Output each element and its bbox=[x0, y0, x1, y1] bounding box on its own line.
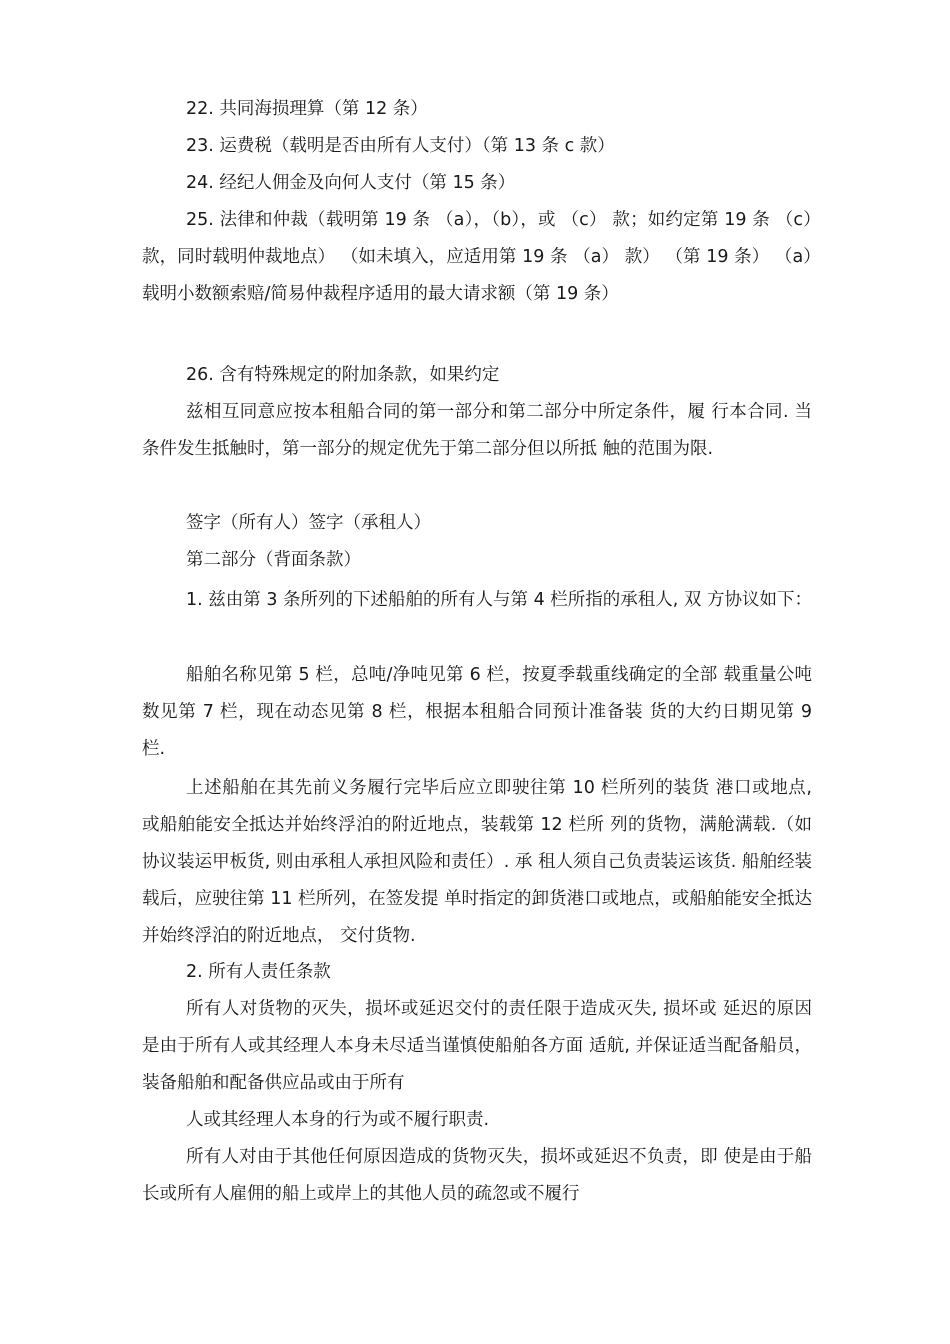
clause-24: 24. 经纪人佣金及向何人支付（第 15 条） bbox=[186, 173, 516, 193]
clause-22: 22. 共同海损理算（第 12 条） bbox=[186, 99, 428, 119]
clause-23: 23. 运费税（载明是否由所有人支付）（第 13 条 c 款） bbox=[186, 136, 615, 156]
signature-line: 签字（所有人）签字（承租人） bbox=[186, 513, 431, 533]
owner-liability-continuation: 人或其经理人本身的行为或不履行职责. bbox=[186, 1110, 490, 1130]
clause-26: 26. 含有特殊规定的附加条款，如果约定 bbox=[186, 365, 500, 385]
vessel-description-paragraph: 船舶名称见第 5 栏，总吨/净吨见第 6 栏，按夏季载重线确定的全部 载重量公吨数见第 7 栏，现在动态见第 8 栏，根据本租船合同预计准备装 货的大约日期见第 9 栏. bbox=[142, 665, 812, 759]
part-two-clause-1: 1. 兹由第 3 条所列的下述船舶的所有人与第 4 栏所指的承租人, 双 方协议如下： bbox=[186, 590, 812, 610]
loading-paragraph: 上述船舶在其先前义务履行完毕后应立即驶往第 10 栏所列的装货 港口或地点, 或船舶能安全抵达并始终浮泊的附近地点，装载第 12 栏所 列的货物，满舱满载.（如协议装运甲板货, 则由承租人承担风险和责任）. 承 租人须自己负责装运该货. 船舶经装载后，应驶往第 11 栏所列，在签发提 单时指定的卸货港口或地点，或船舶能安全抵达并始终浮泊的附近地点， 交付货物. bbox=[142, 778, 812, 946]
owner-exemption-paragraph: 所有人对由于其他任何原因造成的货物灭失，损坏或延迟不负责，即 使是由于船长或所有人雇佣的船上或岸上的其他人员的疏忽或不履行 bbox=[142, 1147, 812, 1204]
part-two-clause-2: 2. 所有人责任条款 bbox=[186, 962, 331, 982]
clause-25: 25. 法律和仲裁（载明第 19 条 （a），（b），或 （c） 款；如约定第 19 条 （c）款，同时载明仲裁地点） （如未填入，应适用第 19 条 （a） 款） （第 19 条） （a）载明小数额索赔/简易仲裁程序适用的最大请求额（第 19 条） bbox=[142, 210, 812, 304]
owner-liability-paragraph: 所有人对货物的灭失，损坏或延迟交付的责任限于造成灭失, 损坏或 延迟的原因是由于所有人或其经理人本身未尽适当谨慎使船舶各方面 适航, 并保证适当配备船员，装备船舶和配备供应品或由于所有 bbox=[142, 999, 812, 1093]
agreement-paragraph: 兹相互同意应按本租船合同的第一部分和第二部分中所定条件，履 行本合同. 当条件发生抵触时，第一部分的规定优先于第二部分但以所抵 触的范围为限. bbox=[142, 402, 812, 459]
part-two-heading: 第二部分（背面条款） bbox=[186, 550, 361, 570]
